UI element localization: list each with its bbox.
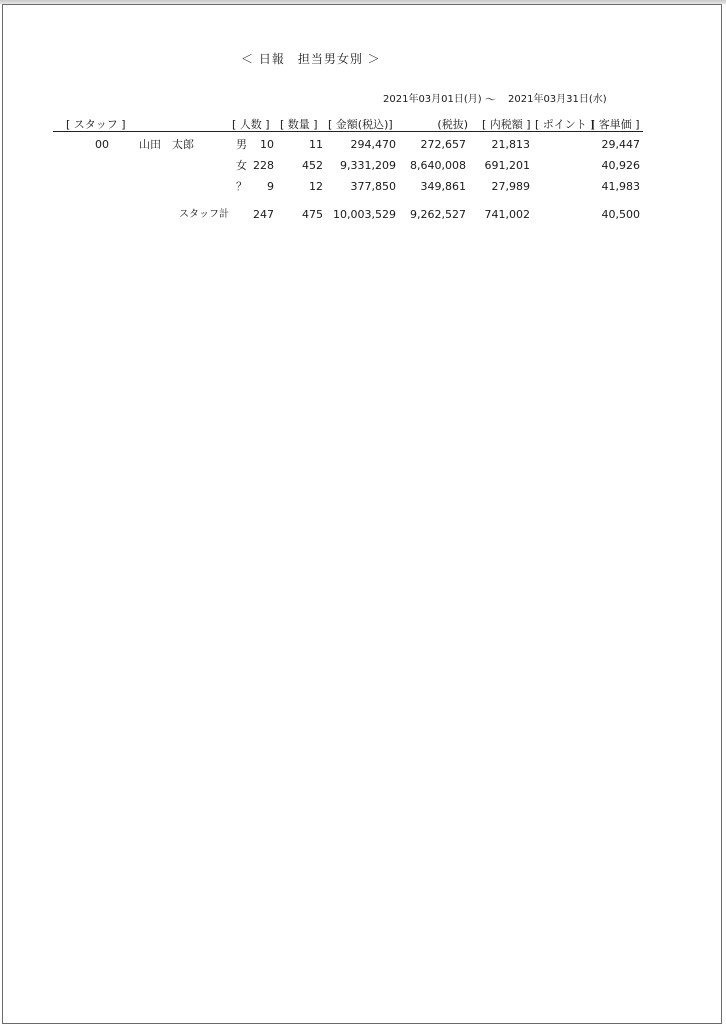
period-separator: ～ (485, 93, 496, 106)
header-amount: [ 金額(税込)] (328, 118, 393, 131)
row-qty: 452 (302, 159, 323, 172)
row-tax: 27,989 (491, 180, 530, 193)
header-rule (53, 131, 643, 132)
row-people: 228 (253, 159, 274, 172)
row-amount: 377,850 (350, 180, 396, 193)
period-to: 2021年03月31日(水) (508, 94, 607, 105)
total-unit: 40,500 (601, 208, 640, 221)
row-gender: ？ (236, 180, 247, 193)
header-excl: (税抜) (437, 118, 468, 131)
header-unit: [ 客単価 ] (591, 118, 640, 131)
staff-name: 山田 太郎 (139, 138, 194, 151)
row-qty: 12 (309, 180, 323, 193)
total-tax: 741,002 (484, 208, 530, 221)
row-people: 9 (267, 180, 274, 193)
header-qty: [ 数量 ] (280, 118, 318, 131)
row-amount: 294,470 (350, 138, 396, 151)
total-qty: 475 (302, 208, 323, 221)
row-tax: 691,201 (484, 159, 530, 172)
row-people: 10 (260, 138, 274, 151)
header-point: [ ポイント ] (535, 118, 595, 131)
row-qty: 11 (309, 138, 323, 151)
row-unit: 29,447 (601, 138, 640, 151)
staff-code: 00 (95, 138, 109, 151)
row-excl: 272,657 (420, 138, 466, 151)
report-page (2, 4, 722, 1024)
header-people: [ 人数 ] (232, 118, 270, 131)
period-from: 2021年03月01日(月) (383, 94, 482, 105)
row-excl: 349,861 (420, 180, 466, 193)
header-tax: [ 内税額 ] (482, 118, 531, 131)
row-gender: 女 (236, 159, 247, 172)
total-label: スタッフ計 (179, 209, 229, 220)
row-tax: 21,813 (491, 138, 530, 151)
report-title: ＜ 日報 担当男女別 ＞ (241, 52, 381, 66)
row-excl: 8,640,008 (410, 159, 466, 172)
row-unit: 40,926 (601, 159, 640, 172)
total-excl: 9,262,527 (410, 208, 466, 221)
total-amount: 10,003,529 (333, 208, 396, 221)
header-staff: [ スタッフ ] (66, 118, 126, 131)
row-amount: 9,331,209 (340, 159, 396, 172)
total-people: 247 (253, 208, 274, 221)
row-unit: 41,983 (601, 180, 640, 193)
row-gender: 男 (236, 138, 247, 151)
